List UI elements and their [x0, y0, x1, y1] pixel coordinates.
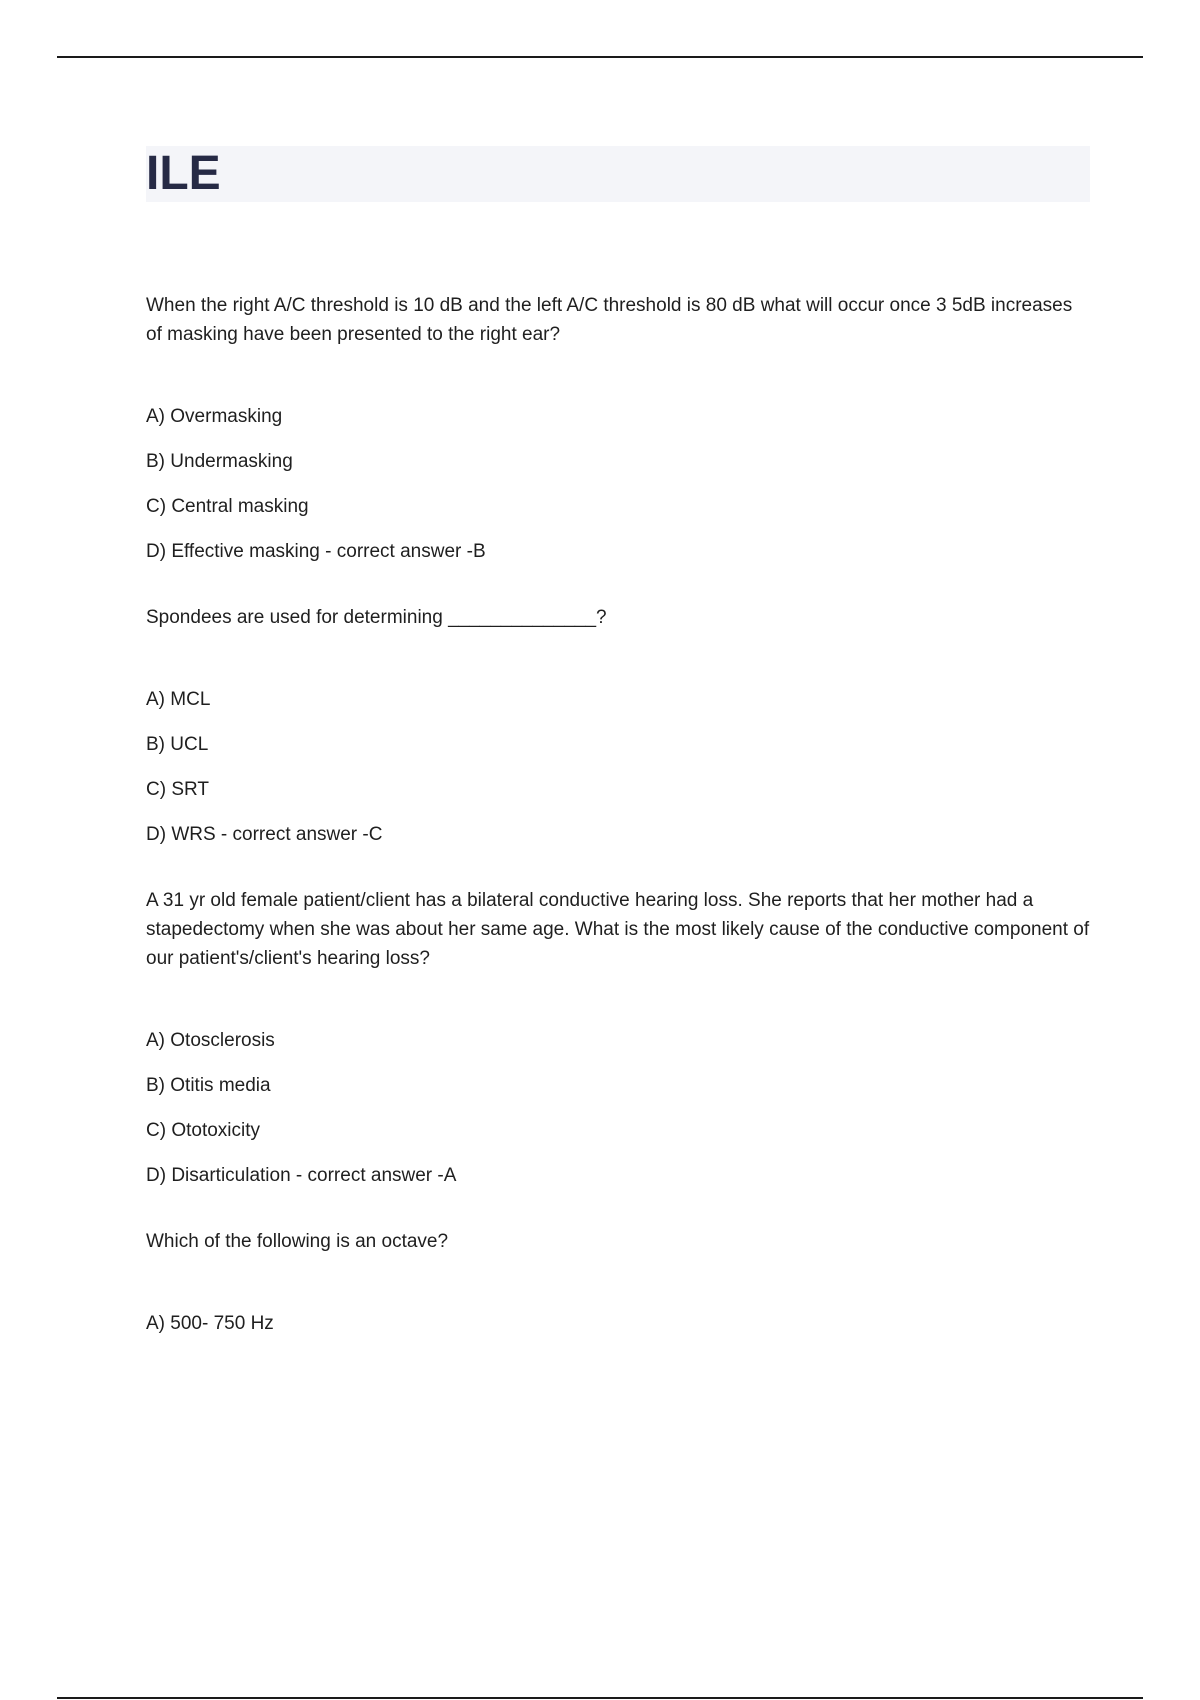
answer-option: C) Ototoxicity [146, 1120, 261, 1141]
question-block-4 [146, 1227, 1090, 1338]
answer-options [146, 685, 1090, 849]
title-banner [146, 146, 1090, 202]
footer-rule [57, 1697, 1143, 1699]
answer-options [146, 402, 1090, 566]
answer-option: A) Overmasking [146, 406, 283, 427]
answer-option: A) Otosclerosis [146, 1030, 275, 1051]
header-rule [57, 56, 1143, 58]
question-block-2 [146, 603, 1090, 849]
document-title: ILE [146, 147, 221, 200]
answer-option: D) Effective masking - correct answer -B [146, 541, 486, 562]
question-text: When the right A/C threshold is 10 dB and the left A/C threshold is 80 dB what will occur once 3 5dB increases of masking have been presented to the right ear? [146, 295, 1073, 345]
question-text: A 31 yr old female patient/client has a bilateral conductive hearing loss. She reports that her mother had a stapedectomy when she was about her same age. What is the most likely cause of the conductive component of our patient's/client's hearing loss? [146, 890, 1090, 969]
answer-option: B) UCL [146, 734, 209, 755]
answer-options [146, 1309, 1090, 1338]
question-block-3 [146, 886, 1090, 1190]
answer-option: C) SRT [146, 779, 209, 800]
question-block-1 [146, 291, 1090, 566]
answer-option: B) Otitis media [146, 1075, 271, 1096]
answer-option: B) Undermasking [146, 451, 293, 472]
answer-options [146, 1026, 1090, 1190]
answer-option: D) WRS - correct answer -C [146, 824, 383, 845]
document-body [146, 291, 1090, 1375]
answer-option: D) Disarticulation - correct answer -A [146, 1165, 457, 1186]
question-text: Spondees are used for determining ______________? [146, 607, 607, 628]
answer-option: C) Central masking [146, 496, 309, 517]
answer-option: A) 500- 750 Hz [146, 1313, 274, 1334]
question-text: Which of the following is an octave? [146, 1231, 449, 1252]
answer-option: A) MCL [146, 689, 211, 710]
